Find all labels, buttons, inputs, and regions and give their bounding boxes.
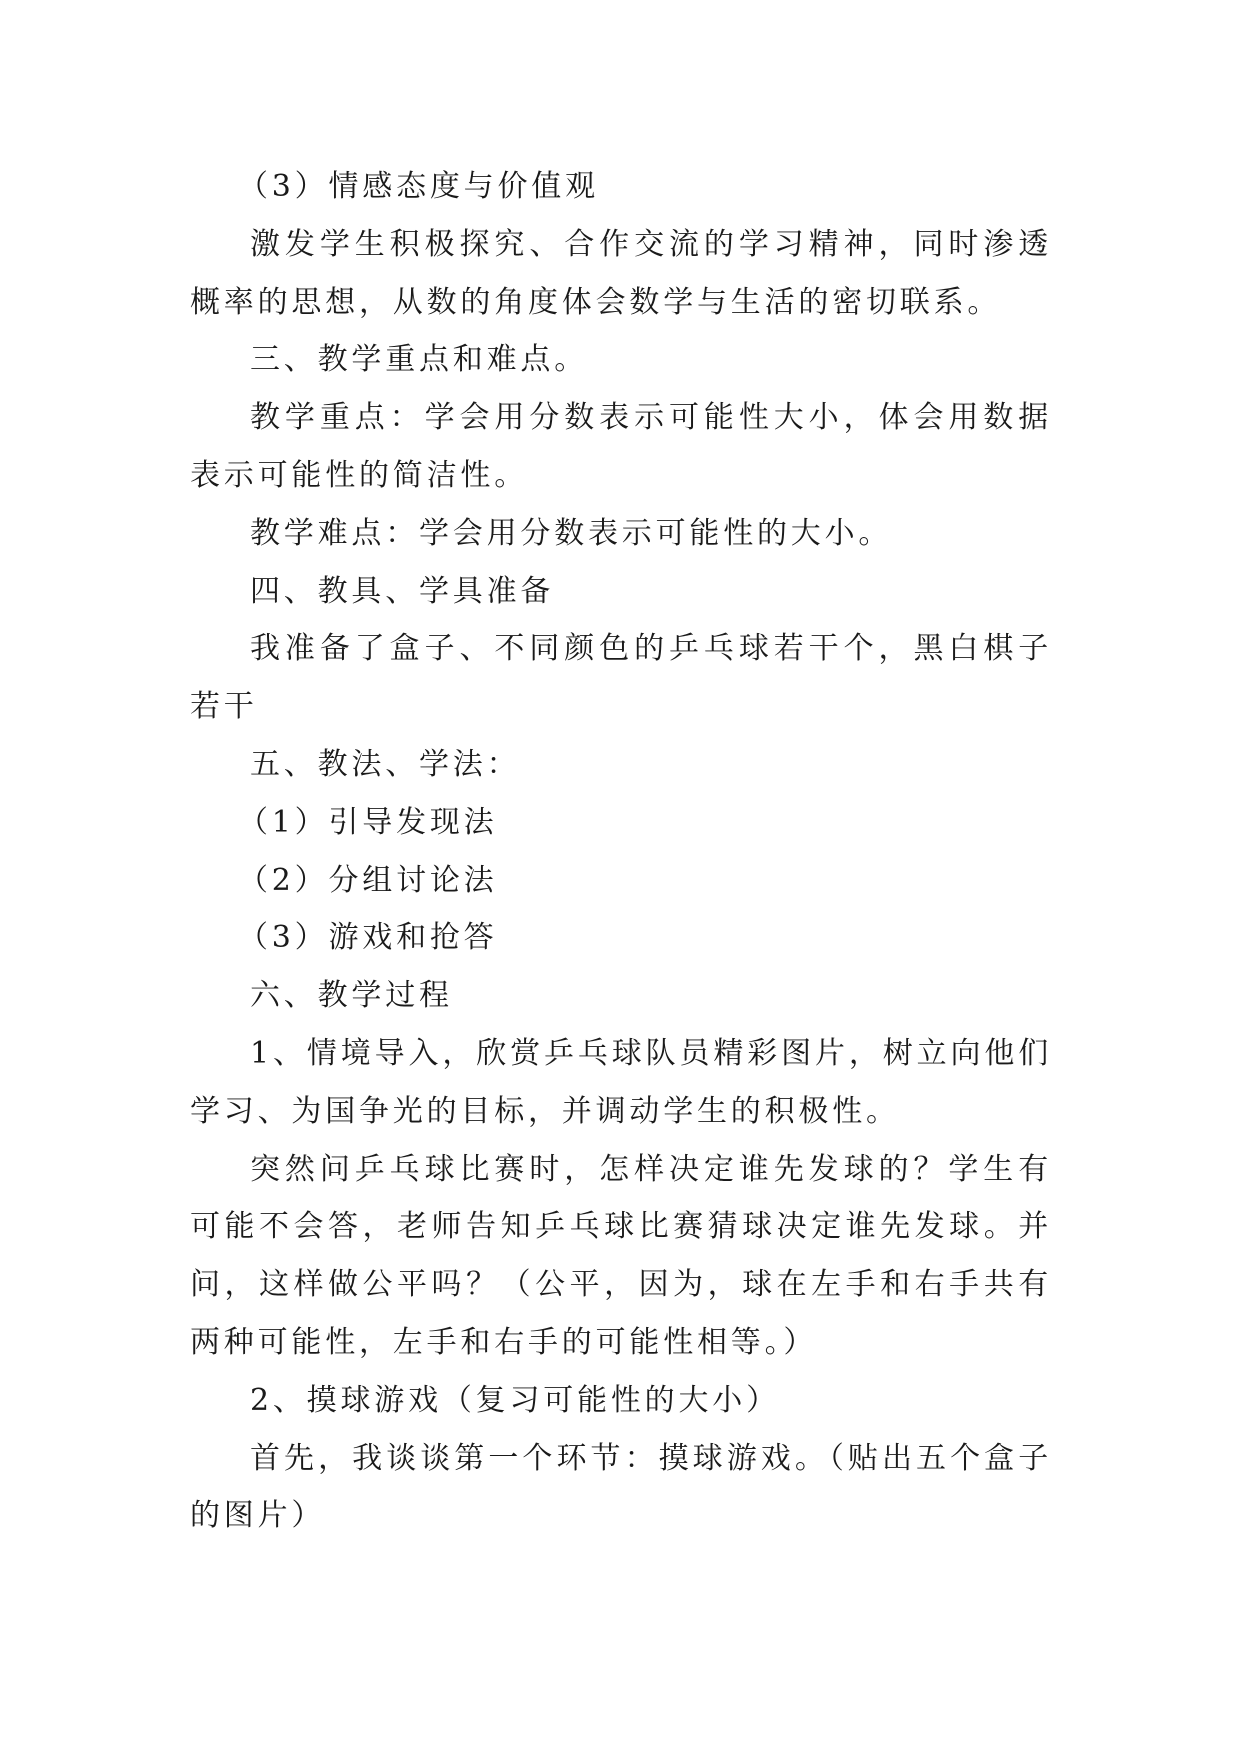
section-heading-process: 六、教学过程 bbox=[250, 978, 453, 1014]
paragraph-emotion-goal: 激发学生积极探究、合作交流的学习精神，同时渗透概率的思想，从数的角度体会数学与生活的密切联系。 bbox=[190, 226, 1052, 320]
paragraph-key-point: 教学重点：学会用分数表示可能性大小，体会用数据表示可能性的简洁性。 bbox=[190, 400, 1052, 493]
paragraph-difficult-point: 教学难点：学会用分数表示可能性的大小。 bbox=[250, 515, 893, 551]
paragraph-first-step: 首先，我谈谈第一个环节：摸球游戏。（贴出五个盒子的图片） bbox=[190, 1440, 1052, 1534]
document-body bbox=[190, 158, 1052, 1545]
section-heading-methods: 五、教法、学法： bbox=[250, 746, 521, 782]
paragraph-intro: 1、情境导入，欣赏乒乓球队员精彩图片，树立向他们学习、为国争光的目标，并调动学生的积极性。 bbox=[190, 1035, 1052, 1129]
method-item-1: （1）引导发现法 bbox=[238, 804, 498, 840]
paragraph-materials: 我准备了盒子、不同颜色的乒乓球若干个，黑白棋子若干 bbox=[190, 631, 1052, 725]
method-item-2: （2）分组讨论法 bbox=[238, 862, 498, 898]
section-heading-key-points: 三、教学重点和难点。 bbox=[250, 342, 588, 378]
step-heading-ball-game: 2、摸球游戏（复习可能性的大小） bbox=[250, 1382, 780, 1418]
paragraph-serve-question: 突然问乒乓球比赛时，怎样决定谁先发球的？学生有可能不会答，老师告知乒乓球比赛猜球决定谁先发球。并问，这样做公平吗？（公平，因为，球在左手和右手共有两种可能性，左手和右手的可能性相等。） bbox=[190, 1151, 1052, 1360]
section-heading-materials: 四、教具、学具准备 bbox=[250, 573, 555, 609]
subsection-heading-emotion: （3）情感态度与价值观 bbox=[238, 169, 599, 204]
method-item-3: （3）游戏和抢答 bbox=[238, 920, 498, 956]
